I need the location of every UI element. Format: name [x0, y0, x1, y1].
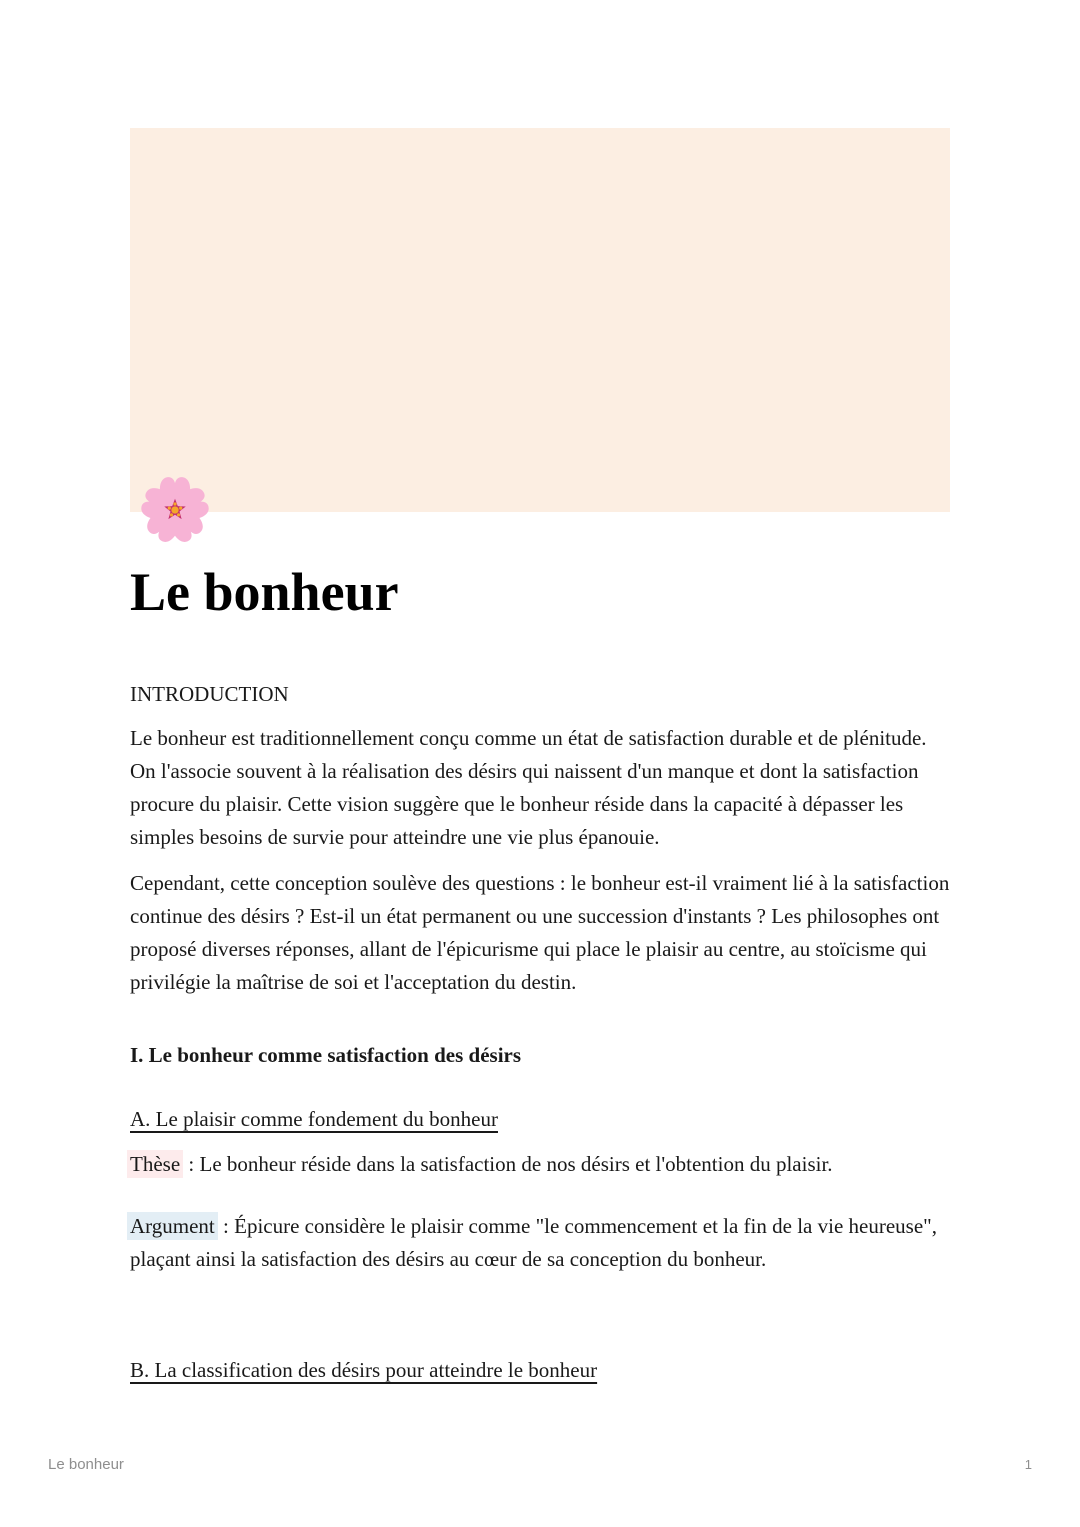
subsection-a-heading: A. Le plaisir comme fondement du bonheur: [130, 1107, 498, 1131]
cover-banner: [130, 128, 950, 512]
intro-heading: INTRODUCTION: [130, 682, 289, 706]
subsection-b-heading: B. La classification des désirs pour atteindre le bonheur: [130, 1358, 598, 1382]
argument-label: Argument: [127, 1212, 218, 1240]
these-text: : Le bonheur réside dans la satisfaction de nos désirs et l'obtention du plaisir.: [183, 1152, 833, 1176]
footer-page-number: 1: [1024, 1457, 1032, 1472]
document-content: [130, 563, 950, 1387]
these-label: Thèse: [127, 1150, 183, 1178]
these-line: [130, 1148, 950, 1181]
section-1-heading: I. Le bonheur comme satisfaction des désirs: [130, 1043, 522, 1067]
cherry-blossom-icon: [132, 467, 218, 553]
page-title: Le bonheur: [130, 562, 399, 622]
intro-paragraph-2: Cependant, cette conception soulève des questions : le bonheur est-il vraiment lié à la satisfaction continue des désirs ? Est-il un état permanent ou une succession d'instants ? Les philosophes ont proposé diverses réponses, allant de l'épicurisme qui place le plaisir au centre, au stoïcisme qui privilégie la maîtrise de soi et l'acceptation du destin.: [130, 871, 950, 994]
page-footer: [48, 1456, 1032, 1473]
argument-text: : Épicure considère le plaisir comme "le commencement et la fin de la vie heureuse", plaçant ainsi la satisfaction des désirs au cœur de sa conception du bonheur.: [130, 1214, 937, 1271]
argument-line: [130, 1210, 950, 1276]
intro-paragraph-1: Le bonheur est traditionnellement conçu comme un état de satisfaction durable et de plénitude. On l'associe souvent à la réalisation des désirs qui naissent d'un manque et dont la satisfaction procure du plaisir. Cette vision suggère que le bonheur réside dans la capacité à dépasser les simples besoins de survie pour atteindre une vie plus épanouie.: [130, 726, 927, 849]
footer-doc-name: Le bonheur: [48, 1456, 124, 1473]
